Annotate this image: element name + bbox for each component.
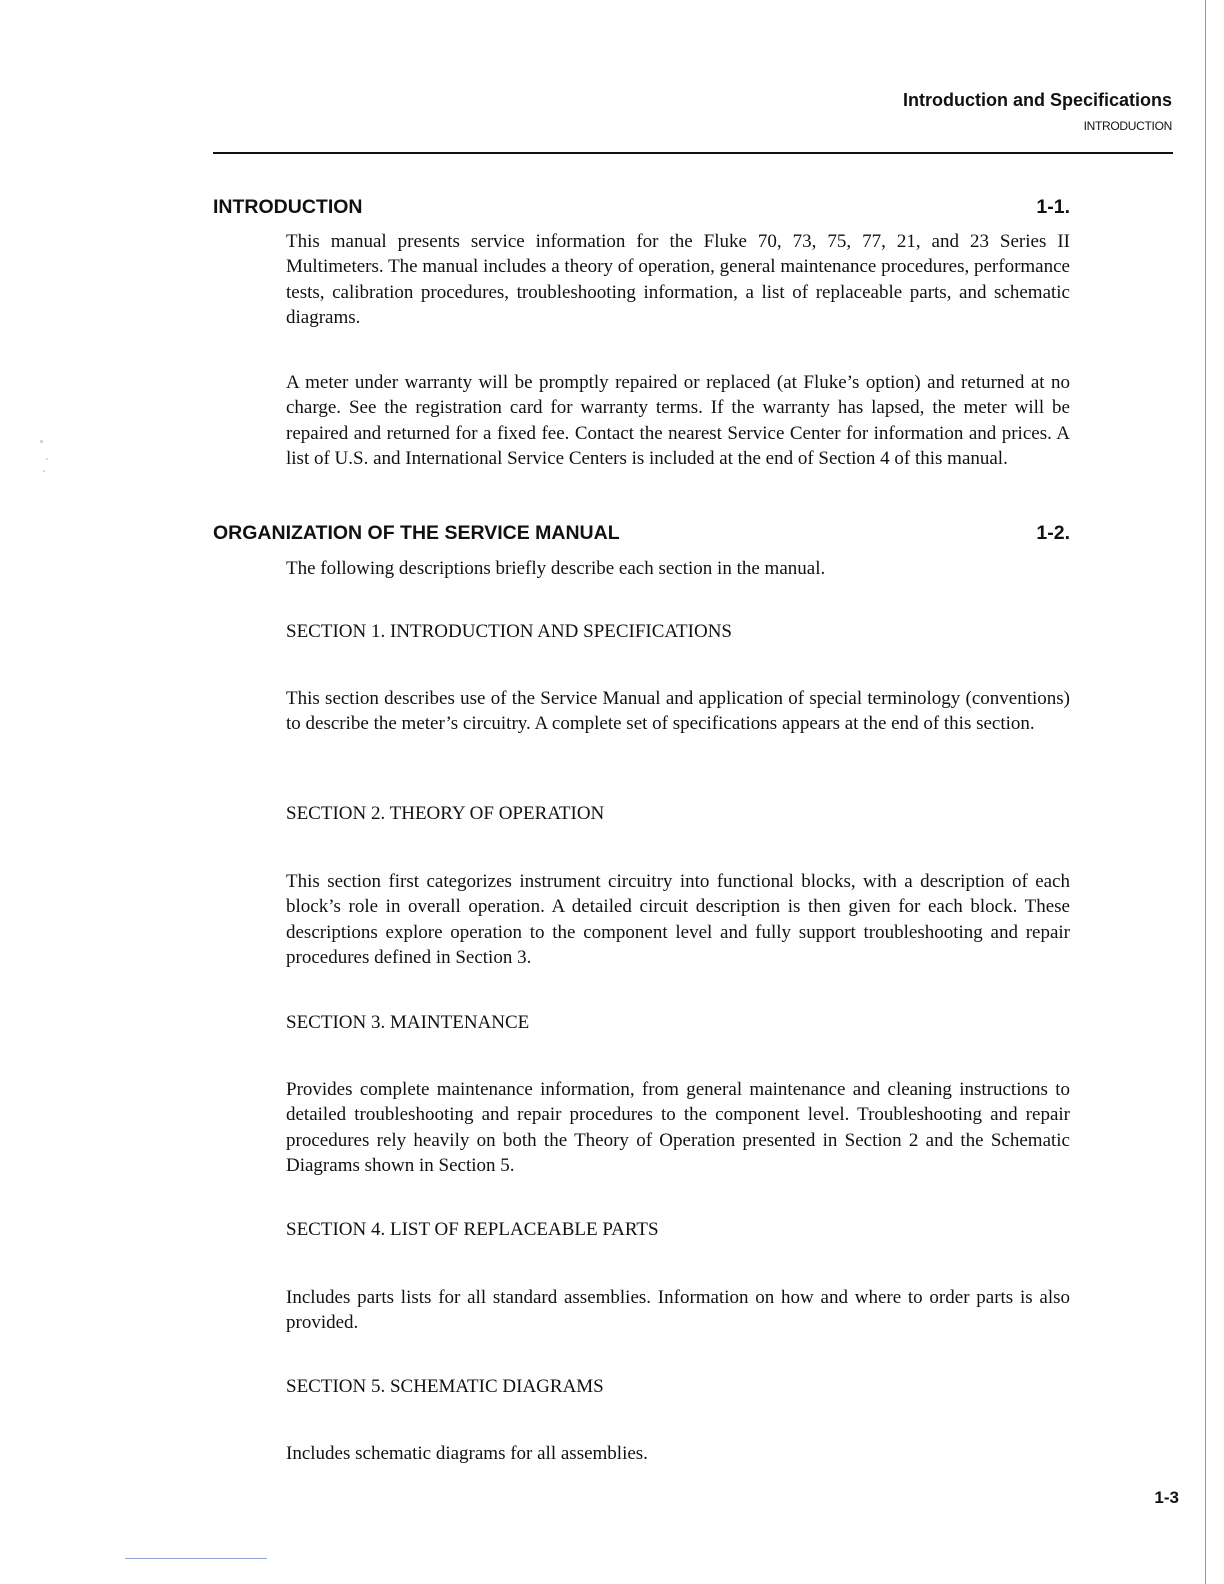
section-heading-text: INTRODUCTION [213, 196, 363, 218]
subsection-title-3: SECTION 3. MAINTENANCE [286, 1012, 530, 1033]
subsection-text-5: Includes schematic diagrams for all assemblies. [286, 1443, 648, 1464]
intro-paragraph: This manual presents service information for the Fluke 70, 73, 75, 77, 21, and 23 Series II Multimeters. The manual includes a theory of operation, general maintenance procedures, performance tests, calibration procedures, troubleshooting information, a list of replaceable parts, and schematic diagrams. [286, 231, 1070, 329]
subsection-text-2: This section first categorizes instrument circuitry into functional blocks, with a description of each block’s role in overall operation. A detailed circuit description is then given for each block. These descriptions explore operation to the component level and fully support troubleshooting and repair procedures defined in Section 3. [286, 871, 1070, 969]
header-rule [213, 152, 1173, 154]
subsection-text-1: This section describes use of the Service Manual and application of special terminology (conventions) to describe the meter’s circuitry. A complete set of specifications appears at the end of this section. [286, 688, 1070, 735]
subsection-title-5: SECTION 5. SCHEMATIC DIAGRAMS [286, 1376, 604, 1397]
warranty-paragraph: A meter under warranty will be promptly repaired or replaced (at Fluke’s option) and returned at no charge. See the registration card for warranty terms. If the warranty has lapsed, the meter will be repaired and returned for a fixed fee. Contact the nearest Service Center for information and prices. A list of U.S. and International Service Centers is included at the end of Section 4 of this manual. [286, 372, 1070, 470]
section-heading-introduction [213, 196, 1070, 219]
subsection-title-4: SECTION 4. LIST OF REPLACEABLE PARTS [286, 1219, 659, 1240]
scan-edge-line [1205, 0, 1206, 1584]
scan-speck [46, 458, 48, 460]
page-number: 1-3 [1154, 1488, 1179, 1507]
subsection-text-3: Provides complete maintenance information, from general maintenance and cleaning instructions to detailed troubleshooting and repair procedures to the component level. Troubleshooting and repair procedures rely heavily on both the Theory of Operation presented in Section 2 and the Schematic Diagrams shown in Section 5. [286, 1079, 1070, 1177]
running-header-title: Introduction and Specifications [902, 90, 1172, 110]
subsection-title-2: SECTION 2. THEORY OF OPERATION [286, 803, 605, 824]
subsection-text-4: Includes parts lists for all standard assemblies. Information on how and where to order parts is also provided. [286, 1287, 1070, 1334]
section-heading-organization [213, 522, 1070, 545]
organization-intro: The following descriptions briefly describe each section in the manual. [286, 558, 826, 579]
section-heading-text: ORGANIZATION OF THE SERVICE MANUAL [213, 522, 620, 544]
section-number: 1-1. [1036, 196, 1070, 218]
section-number: 1-2. [1036, 522, 1070, 544]
scan-bottom-line [125, 1558, 267, 1559]
scan-speck [40, 440, 43, 443]
running-header-subtitle: INTRODUCTION [1083, 119, 1172, 133]
scan-speck [43, 470, 45, 472]
subsection-title-1: SECTION 1. INTRODUCTION AND SPECIFICATIONS [286, 621, 732, 642]
